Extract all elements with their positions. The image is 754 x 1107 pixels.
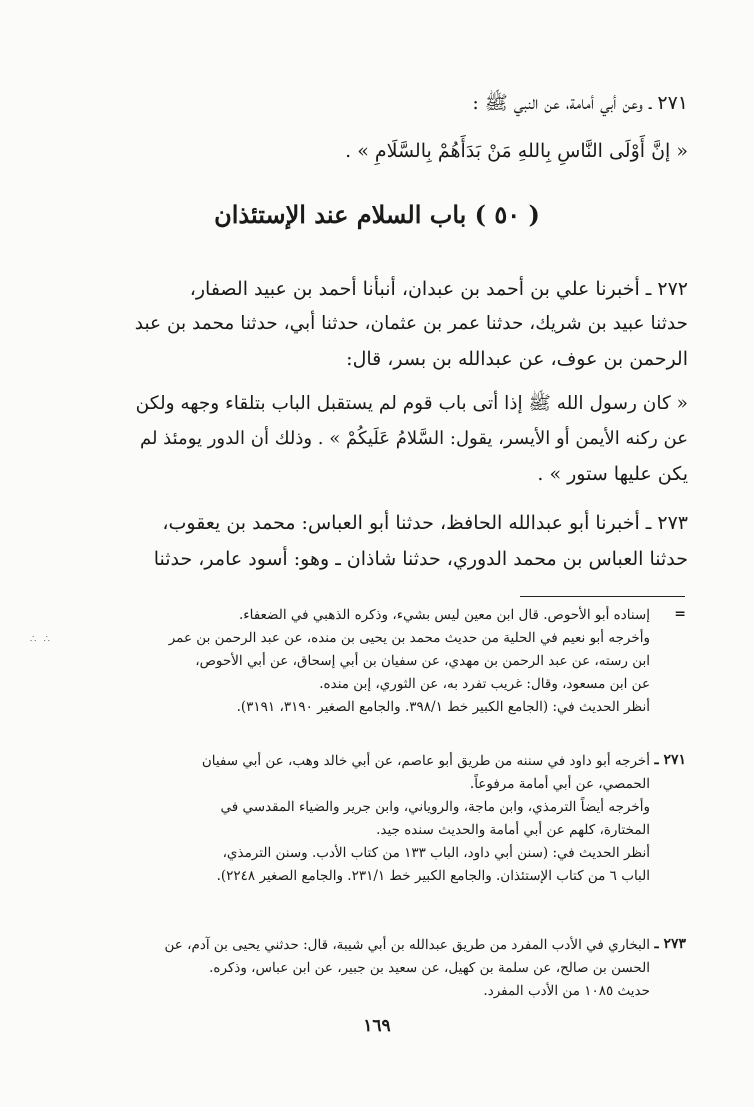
hadith-272-line-6: يكن عليها ستور » .: [537, 463, 688, 485]
footnote-line: المختارة، كلهم عن أبي أمامة والحديث سنده جيد.: [376, 822, 650, 838]
footnote-continuation-marker: =: [674, 606, 686, 622]
footnote-line: عن ابن مسعود، وقال: غريب تفرد به، عن الثوري، إبن منده.: [319, 676, 650, 692]
hadith-272-line-4: « كان رسول الله ﷺ إذا أتى باب قوم لم يستقبل الباب بتلقاء وجهه ولكن: [135, 393, 688, 414]
footnote-continuation: [120, 604, 650, 719]
footnote-line: أخرجه أبو داود في سننه من طريق أبو عاصم، عن أبي خالد وهب، عن أبي سفيان: [201, 753, 650, 769]
footnote-divider: [520, 596, 685, 597]
footnote-line: الباب ٦ من كتاب الإستئذان. والجامع الكبير خط ٢٣١/١. والجامع الصغير ٢٢٤٨).: [216, 868, 650, 884]
margin-mark: ∴ ∴: [30, 634, 52, 645]
footnote-line: أنظر الحديث في: (سنن أبي داود، الباب ١٣٣ من كتاب الأدب. وسنن الترمذي،: [222, 845, 650, 861]
footnote-line: وأخرجه أبو نعيم في الحلية من حديث محمد بن يحيى بن منده، عن عبد الرحمن بن عمر: [168, 630, 650, 646]
footnote-271: [120, 750, 650, 888]
footnote-line: إسناده أبو الأحوص. قال ابن معين ليس بشيء، وذكره الذهبي في الضعفاء.: [238, 607, 650, 623]
footnote-271-marker: ٢٧١ ـ: [654, 752, 686, 768]
hadith-272-line-1: ٢٧٢ ـ أخبرنا علي بن أحمد بن عبدان، أنبأنا أحمد بن عبيد الصفار،: [189, 278, 688, 300]
hadith-272-line-5: عن ركنه الأيمن أو الأيسر، يقول: السَّلامُ عَلَيكُمْ » . وذلك أن الدور يومئذ لم: [139, 428, 688, 449]
footnote-line: البخاري في الأدب المفرد من طريق عبدالله بن أبي شيبة، قال: حدثني يحيى بن آدم، عن: [164, 937, 650, 953]
hadith-273-line-2: حدثنا العباس بن محمد الدوري، حدثنا شاذان ـ وهو: أسود عامر، حدثنا: [153, 548, 688, 570]
footnote-line: وأخرجه أيضاً الترمذي، وابن ماجة، والروياني، وابن جرير والضياء المقدسي في: [220, 799, 650, 815]
footnote-line: أنظر الحديث في: (الجامع الكبير خط ٣٩٨/١. والجامع الصغير ٣١٩٠، ٣١٩١).: [236, 699, 650, 715]
footnote-273-marker: ٢٧٣ ـ: [654, 936, 686, 952]
chapter-title: ( ٥٠ ) باب السلام عند الإستئذان: [214, 200, 540, 229]
footnote-line: ابن رسته، عن عبد الرحمن بن مهدي، عن سفيان بن أبي إسحاق، عن أبي الأحوص،: [195, 653, 650, 669]
hadith-272-line-2: حدثنا عبيد بن شريك، حدثنا عمر بن عثمان، حدثنا أبي، حدثنا محمد بن عبد: [134, 313, 688, 334]
footnote-line: حديث ١٠٨٥ من الأدب المفرد.: [483, 983, 650, 999]
footnote-line: الحسن بن صالح، عن سلمة بن كهيل، عن سعيد بن جبير، عن ابن عباس، وذكره.: [209, 960, 650, 976]
page-number: ١٦٩: [363, 1016, 391, 1036]
hadith-271-line-1: ٢٧١ ـ وعن أبي أمامة، عن النبي ﷺ :: [472, 92, 688, 114]
hadith-271-line-2: « إنَّ أَوْلَى النَّاسِ بِاللهِ مَنْ بَدَأَهُمْ بِالسَّلَامِ » .: [345, 140, 688, 162]
footnote-273: [120, 934, 650, 1003]
hadith-273-line-1: ٢٧٣ ـ أخبرنا أبو عبدالله الحافظ، حدثنا أبو العباس: محمد بن يعقوب،: [162, 512, 688, 534]
footnote-line: الحمصي، عن أبي أمامة مرفوعاً.: [469, 776, 650, 792]
hadith-272-line-3: الرحمن بن عوف، عن عبدالله بن بسر، قال:: [346, 348, 688, 370]
